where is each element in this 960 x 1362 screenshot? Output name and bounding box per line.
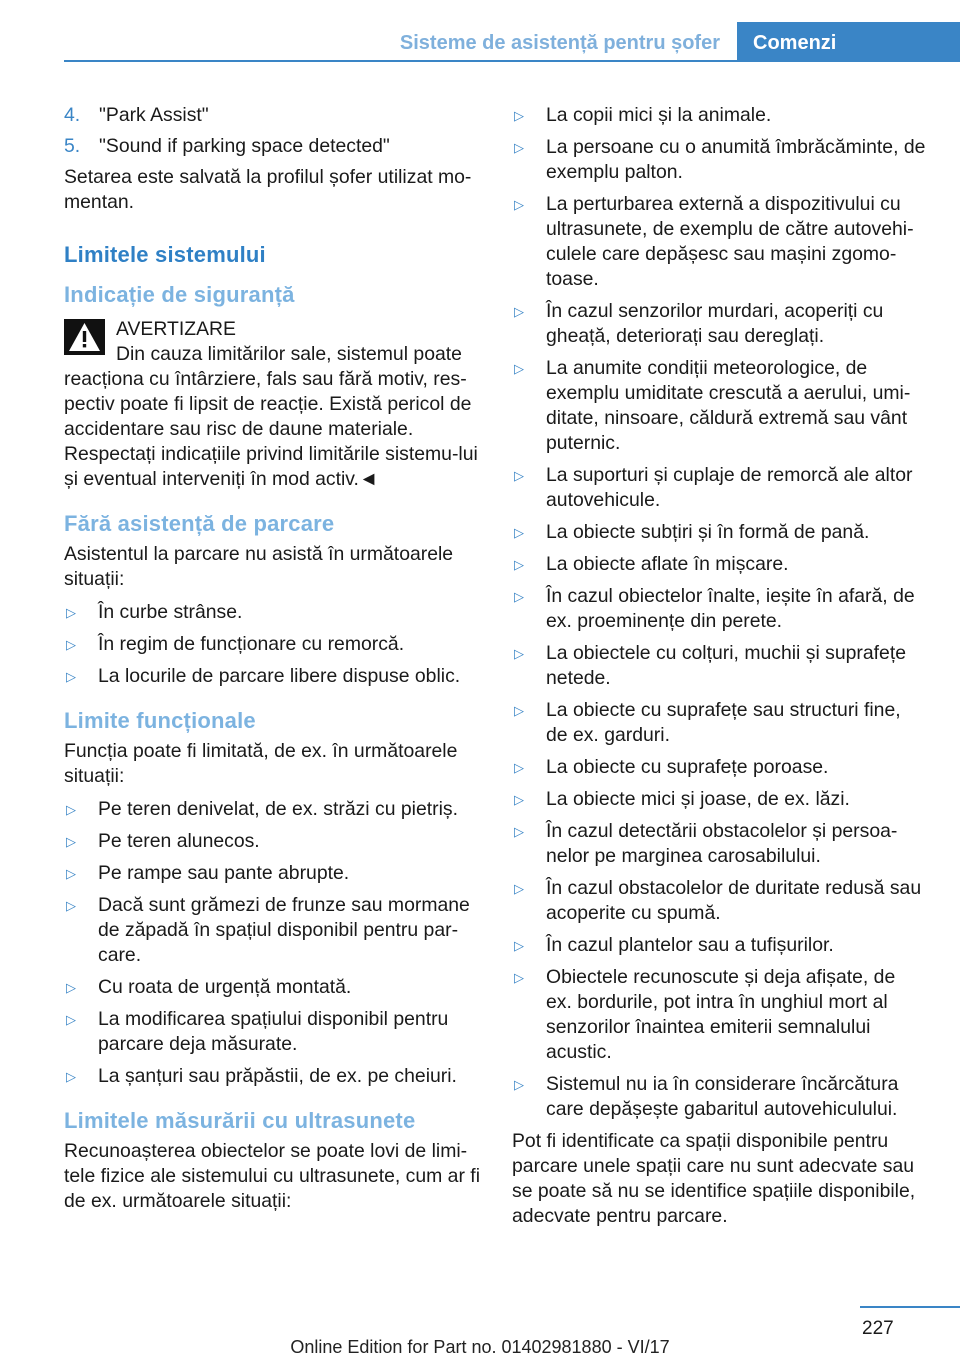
triangle-bullet-icon: ▷ <box>514 1077 524 1092</box>
footer-rule <box>860 1306 960 1308</box>
triangle-bullet-icon: ▷ <box>66 637 76 652</box>
list-item: ▷ În curbe strânse. <box>66 601 243 623</box>
warning-triangle-icon <box>64 319 105 355</box>
item-text: "Park Assist" <box>99 104 209 126</box>
header-rule <box>64 60 737 62</box>
list-item: ▷ La obiecte subțiri și în formă de pană. <box>514 521 870 543</box>
triangle-bullet-icon: ▷ <box>66 605 76 620</box>
triangle-bullet-icon: ▷ <box>514 970 524 985</box>
list-item: ▷ Sistemul nu ia în considerare încărcătura care depășește gabaritul autovehiculului. <box>514 1073 899 1120</box>
section-title: Sisteme de asistență pentru șofer <box>399 32 720 54</box>
heading-ultrasound-limits: Limitele măsurării cu ultrasunete <box>64 1108 416 1133</box>
heading-functional-limits: Limite funcționale <box>64 708 256 733</box>
triangle-bullet-icon: ▷ <box>514 108 524 123</box>
closing-paragraph: Pot fi identificate ca spații disponibile pentru parcare unele spații care nu sunt adecvate sau se poate să nu se identifice spațiile disponibile, adecvate pentru parcare. <box>512 1130 916 1227</box>
ultrasound-intro: Recunoașterea obiectelor se poate lovi de limi-tele fizice ale sistemului cu ultrasunete, cum ar fi de ex. următoarele situații: <box>64 1140 480 1212</box>
triangle-bullet-icon: ▷ <box>514 703 524 718</box>
item-number: 5. <box>64 135 81 157</box>
list-item: ▷ Cu roata de urgență montată. <box>66 976 352 998</box>
list-item: ▷ La obiectele cu colțuri, muchii și suprafețe netede. <box>514 642 906 689</box>
numbered-item <box>64 134 480 159</box>
triangle-bullet-icon: ▷ <box>514 557 524 572</box>
list-item: ▷ Obiectele recunoscute și deja afișate, de ex. bordurile, pot intra în unghiul mort al senzorilor înaintea emiterii semnalului acustic. <box>514 966 896 1063</box>
triangle-bullet-icon: ▷ <box>514 589 524 604</box>
warning-text: Din cauza limitărilor sale, sistemul poate reacționa cu întârziere, fals sau fără motiv, res-pectiv poate fi lipsit de reacție. Există pericol de accidentare sau risc de daune materiale. Respectați indicațiile privind limitările sistemu-lui și eventual interveniți în mod activ.◄ <box>64 343 478 490</box>
triangle-bullet-icon: ▷ <box>514 824 524 839</box>
list-item: ▷ În cazul obiectelor înalte, ieșite în afară, de ex. proeminențe din perete. <box>514 585 915 632</box>
no-assist-list <box>64 600 480 689</box>
list-item: ▷ La suporturi și cuplaje de remorcă ale altor autovehicule. <box>514 464 913 511</box>
list-item: ▷ La modificarea spațiului disponibil pentru parcare deja măsurate. <box>66 1008 449 1055</box>
list-item: ▷ Pe teren alunecos. <box>66 830 260 852</box>
list-item: ▷ În cazul plantelor sau a tufișurilor. <box>514 934 834 956</box>
heading-system-limits: Limitele sistemului <box>64 242 266 267</box>
functional-list <box>64 797 480 1089</box>
no-assist-intro: Asistentul la parcare nu asistă în următoarele situații: <box>64 543 454 590</box>
triangle-bullet-icon: ▷ <box>514 881 524 896</box>
triangle-bullet-icon: ▷ <box>514 646 524 661</box>
triangle-bullet-icon: ▷ <box>514 792 524 807</box>
edition-footer: Online Edition for Part no. 01402981880 - VI/17 <box>290 1337 670 1357</box>
list-item: ▷ La obiecte aflate în mișcare. <box>514 553 789 575</box>
heading-no-parking-assist: Fără asistență de parcare <box>64 511 335 536</box>
triangle-bullet-icon: ▷ <box>514 140 524 155</box>
triangle-bullet-icon: ▷ <box>66 1069 76 1084</box>
list-item: ▷ În cazul detectării obstacolelor și persoa-nelor pe marginea carosabilului. <box>514 820 898 867</box>
triangle-bullet-icon: ▷ <box>66 898 76 913</box>
list-item: ▷ La perturbarea externă a dispozitivului cu ultrasunete, de exemplu de către autovehi-culele care depășesc sau mașini zgomo-toase. <box>514 193 914 290</box>
list-item: ▷ La obiecte cu suprafețe poroase. <box>514 756 829 778</box>
list-item: ▷ La anumite condiții meteorologice, de exemplu umiditate crescută a aerului, umi-ditate, ninsoare, căldură extremă sau vânt puternic. <box>514 357 911 454</box>
triangle-bullet-icon: ▷ <box>66 980 76 995</box>
triangle-bullet-icon: ▷ <box>66 802 76 817</box>
list-item: ▷ La șanțuri sau prăpăstii, de ex. pe cheiuri. <box>66 1065 457 1087</box>
right-column <box>512 103 926 1235</box>
warning-block <box>64 317 480 492</box>
triangle-bullet-icon: ▷ <box>66 834 76 849</box>
warning-title: AVERTIZARE <box>116 318 236 340</box>
triangle-bullet-icon: ▷ <box>66 1012 76 1027</box>
list-item: ▷ Pe teren denivelat, de ex. străzi cu pietriș. <box>66 798 458 820</box>
heading-safety-note: Indicație de siguranță <box>64 282 295 307</box>
triangle-bullet-icon: ▷ <box>514 361 524 376</box>
triangle-bullet-icon: ▷ <box>514 468 524 483</box>
triangle-bullet-icon: ▷ <box>514 304 524 319</box>
numbered-item <box>64 103 480 128</box>
functional-intro: Funcția poate fi limitată, de ex. în următoarele situații: <box>64 740 458 787</box>
triangle-bullet-icon: ▷ <box>514 197 524 212</box>
left-column <box>64 103 480 1214</box>
triangle-bullet-icon: ▷ <box>514 525 524 540</box>
list-item: ▷ Pe rampe sau pante abrupte. <box>66 862 350 884</box>
saved-setting-text: Setarea este salvată la profilul șofer utilizat mo-mentan. <box>64 166 472 213</box>
list-item: ▷ La obiecte mici și joase, de ex. lăzi. <box>514 788 850 810</box>
page-number: 227 <box>862 1318 894 1339</box>
item-number: 4. <box>64 104 81 126</box>
chapter-tab: Comenzi <box>737 22 960 62</box>
list-item: ▷ În cazul senzorilor murdari, acoperiți cu gheață, deteriorați sau dereglați. <box>514 300 884 347</box>
item-text: "Sound if parking space detected" <box>99 135 390 157</box>
list-item: ▷ În regim de funcționare cu remorcă. <box>66 633 405 655</box>
triangle-bullet-icon: ▷ <box>66 866 76 881</box>
list-item: ▷ La copii mici și la animale. <box>514 104 772 126</box>
list-item: ▷ La obiecte cu suprafețe sau structuri fine, de ex. garduri. <box>514 699 901 746</box>
triangle-bullet-icon: ▷ <box>514 938 524 953</box>
ultrasound-situations-list <box>512 103 926 1122</box>
list-item: ▷ În cazul obstacolelor de duritate redusă sau acoperite cu spumă. <box>514 877 922 924</box>
page-header <box>0 0 960 62</box>
list-item: ▷ La persoane cu o anumită îmbrăcăminte, de exemplu palton. <box>514 136 926 183</box>
list-item: ▷ La locurile de parcare libere dispuse oblic. <box>66 665 461 687</box>
list-item: ▷ Dacă sunt grămezi de frunze sau mormane de zăpadă în spațiul disponibil pentru par-care. <box>66 894 470 966</box>
triangle-bullet-icon: ▷ <box>514 760 524 775</box>
triangle-bullet-icon: ▷ <box>66 669 76 684</box>
